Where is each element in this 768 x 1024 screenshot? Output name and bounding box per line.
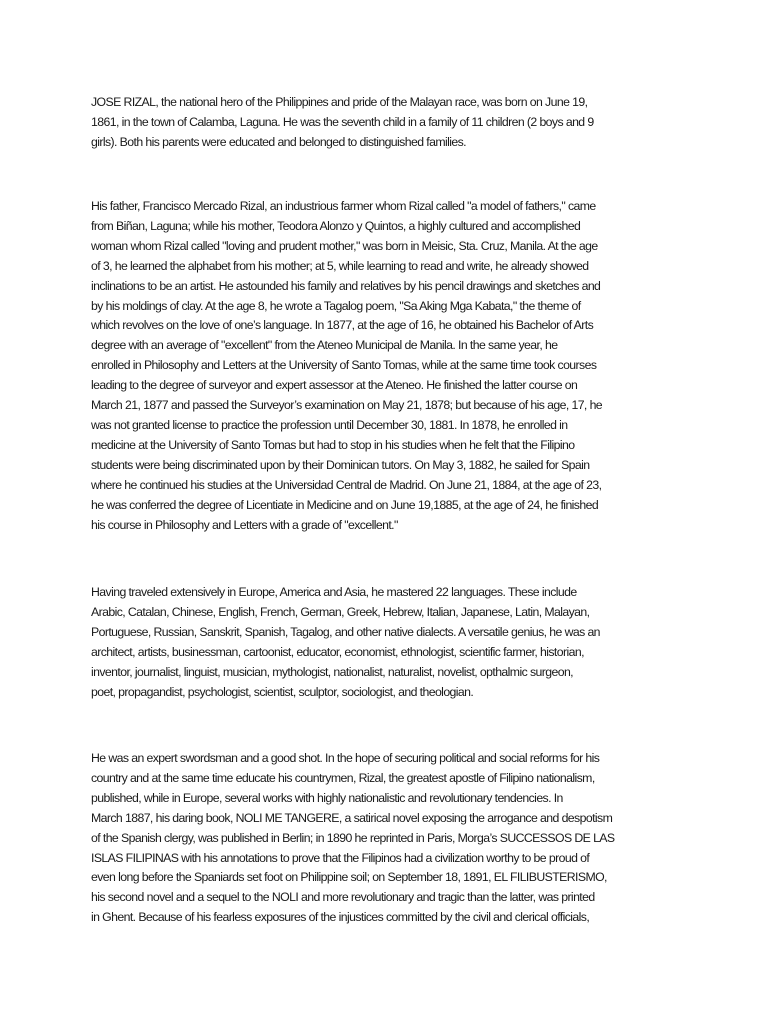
- text-line: his second novel and a sequel to the NOLI and more revolutionary and tragic than the latter, was printed: [91, 890, 595, 905]
- text-line: ISLAS FILIPINAS with his annotations to prove that the Filipinos had a civilization worthy to be proud of: [91, 850, 590, 865]
- text-line: 1861, in the town of Calamba, Laguna. He was the seventh child in a family of 11 children (2 boys and 9: [91, 114, 594, 129]
- text-line: of 3, he learned the alphabet from his mother; at 5, while learning to read and write, he already showed: [91, 258, 589, 273]
- paragraph-languages: [91, 583, 691, 702]
- text-line: leading to the degree of surveyor and expert assessor at the Ateneo. He finished the latter course on: [91, 378, 578, 393]
- text-line: in Ghent. Because of his fearless exposures of the injustices committed by the civil and clerical officials,: [91, 910, 590, 925]
- text-line: He was an expert swordsman and a good shot. In the hope of securing political and social reforms for his: [91, 751, 600, 765]
- text-line: which revolves on the love of one’s language. In 1877, at the age of 16, he obtained his Bachelor of Arts: [91, 318, 594, 333]
- text-line: from Biñan, Laguna; while his mother, Teodora Alonzo y Quintos, a highly cultured and accomplished: [91, 218, 581, 233]
- text-line: inventor, journalist, linguist, musician, mythologist, nationalist, naturalist, novelist, opthalmic surgeon,: [91, 664, 573, 679]
- text-line: girls). Both his parents were educated and belonged to distinguished families.: [91, 134, 466, 149]
- paragraph-education: [91, 197, 691, 535]
- text-line: his course in Philosophy and Letters with a grade of "excellent.": [91, 517, 398, 532]
- text-line: by his moldings of clay. At the age 8, he wrote a Tagalog poem, "Sa Aking Mga Kabata," the theme of: [91, 298, 581, 313]
- text-line: woman whom Rizal called "loving and prudent mother," was born in Meisic, Sta. Cruz, Manila. At the age: [91, 238, 598, 253]
- text-line: published, while in Europe, several works with highly nationalistic and revolutionary tendencies. In: [91, 790, 563, 805]
- text-line: inclinations to be an artist. He astounded his family and relatives by his pencil drawings and sketches and: [91, 278, 601, 293]
- text-line: of the Spanish clergy, was published in Berlin; in 1890 he reprinted in Paris, Morga’s SUCCESSOS DE LAS: [91, 830, 615, 845]
- text-line: was not granted license to practice the profession until December 30, 1881. In 1878, he enrolled in: [91, 417, 568, 432]
- text-line: architect, artists, businessman, cartoonist, educator, economist, ethnologist, scientific farmer, historian,: [91, 644, 584, 659]
- text-line: Having traveled extensively in Europe, America and Asia, he mastered 22 languages. These include: [91, 585, 577, 599]
- text-line: even long before the Spaniards set foot on Philippine soil; on September 18, 1891, EL FILIBUSTERISMO,: [91, 870, 607, 885]
- text-line: March 1887, his daring book, NOLI ME TANGERE, a satirical novel exposing the arrogance and despotism: [91, 810, 613, 825]
- text-line: poet, propagandist, psychologist, scientist, sculptor, sociologist, and theologian.: [91, 684, 474, 699]
- text-line: where he continued his studies at the Universidad Central de Madrid. On June 21, 1884, at the age of 23,: [91, 477, 602, 492]
- text-line: he was conferred the degree of Licentiate in Medicine and on June 19,1885, at the age of 24, he finished: [91, 497, 599, 512]
- text-line: Arabic, Catalan, Chinese, English, French, German, Greek, Hebrew, Italian, Japanese, Latin, Malayan,: [91, 604, 590, 619]
- text-line: degree with an average of "excellent" from the Ateneo Municipal de Manila. In the same year, he: [91, 338, 558, 353]
- text-line: March 21, 1877 and passed the Surveyor’s examination on May 21, 1878; but because of his age, 17, he: [91, 398, 603, 413]
- text-line: enrolled in Philosophy and Letters at the University of Santo Tomas, while at the same time took courses: [91, 358, 597, 373]
- text-line: His father, Francisco Mercado Rizal, an industrious farmer whom Rizal called "a model of fathers," came: [91, 199, 596, 213]
- paragraph-works: [91, 749, 691, 928]
- text-line: medicine at the University of Santo Tomas but had to stop in his studies when he felt that the Filipino: [91, 437, 575, 452]
- text-line: students were being discriminated upon by their Dominican tutors. On May 3, 1882, he sailed for Spain: [91, 457, 590, 472]
- text-line: Portuguese, Russian, Sanskrit, Spanish, Tagalog, and other native dialects. A versatile genius, he was an: [91, 624, 600, 639]
- paragraph-birth: [91, 93, 691, 153]
- text-line: country and at the same time educate his countrymen, Rizal, the greatest apostle of Filipino nationalism,: [91, 770, 595, 785]
- text-line: JOSE RIZAL, the national hero of the Philippines and pride of the Malayan race, was born on June 19,: [91, 95, 588, 109]
